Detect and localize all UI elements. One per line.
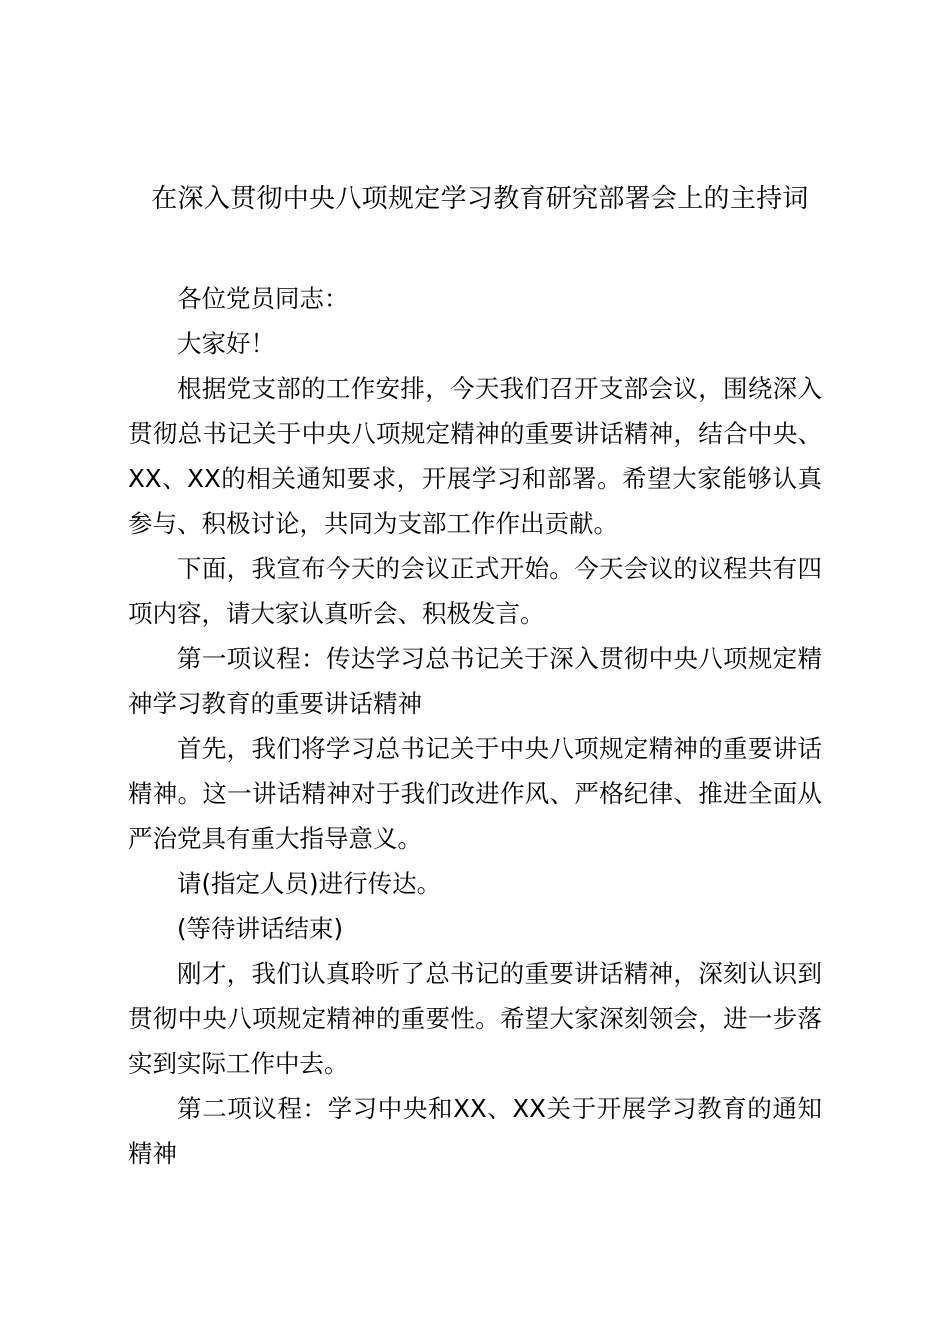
paragraph-wait-note: (等待讲话结束): [177, 914, 344, 943]
paragraph-agenda-1-summary: 刚才，我们认真聆听了总书记的重要讲话精神，深刻认识到贯彻中央八项规定精神的重要性。希望大家深刻领会，进一步落实到实际工作中去。: [128, 959, 822, 1078]
document-body: [128, 276, 822, 1176]
paragraph-greeting: 大家好！: [177, 329, 275, 358]
paragraph-intro: 根据党支部的工作安排，今天我们召开支部会议，围绕深入贯彻总书记关于中央八项规定精神的重要讲话精神，结合中央、XX、XX的相关通知要求，开展学习和部署。希望大家能够认真参与、积极讨论，共同为支部工作作出贡献。: [128, 374, 822, 538]
paragraph-salutation: 各位党员同志：: [177, 284, 349, 313]
document-title: 在深入贯彻中央八项规定学习教育研究部署会上的主持词: [151, 184, 809, 214]
paragraph-agenda-1-detail: 首先，我们将学习总书记关于中央八项规定精神的重要讲话精神。这一讲话精神对于我们改进作风、严格纪律、推进全面从严治党具有重大指导意义。: [128, 734, 822, 853]
paragraph-agenda-1: 第一项议程：传达学习总书记关于深入贯彻中央八项规定精神学习教育的重要讲话精神: [128, 644, 822, 718]
paragraph-invite-speaker: 请(指定人员)进行传达。: [177, 869, 442, 898]
paragraph-agenda-2: 第二项议程：学习中央和XX、XX关于开展学习教育的通知精神: [128, 1094, 822, 1168]
paragraph-opening: 下面，我宣布今天的会议正式开始。今天会议的议程共有四项内容，请大家认真听会、积极发言。: [128, 554, 822, 628]
